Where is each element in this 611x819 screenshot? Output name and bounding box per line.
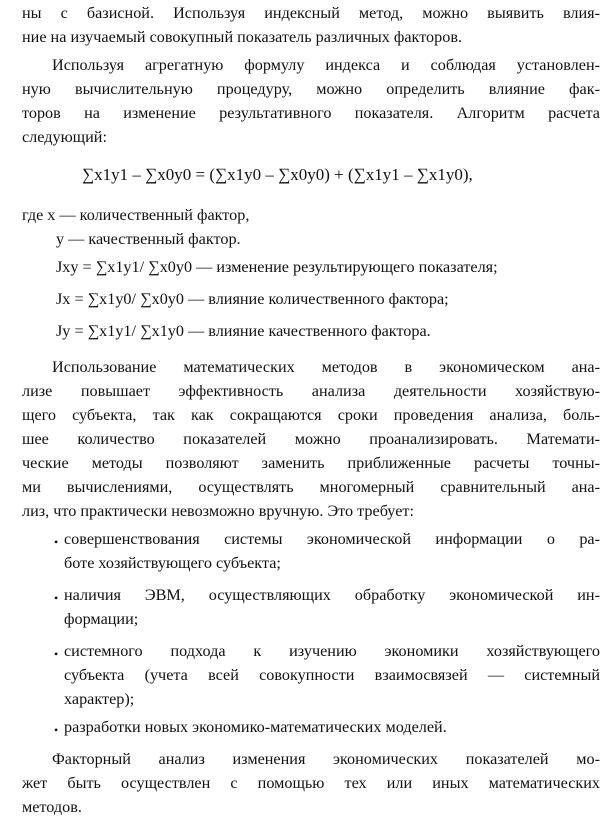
index-formula-jxy: Jxy = ∑x1y1/ ∑x0y0 — изменение результирующего показателя;: [56, 258, 498, 276]
paragraph-3-line-1: Использование математических методов в экономическом ана-: [52, 358, 600, 376]
bullet-1-line-2: боте хозяйствующего субъекта;: [64, 554, 281, 572]
bullet-3-line-3: характер);: [64, 690, 135, 708]
bullet-2-line-2: формации;: [64, 610, 139, 628]
bullet-1-line-1: совершенствования системы экономической информации о ра-: [64, 530, 600, 548]
bullet-dot: •: [54, 647, 59, 661]
bullet-3-line-1: системного подхода к изучению экономики хозяйствующего: [64, 642, 600, 660]
index-formula-jy: Jy = ∑x1y1/ ∑x1y0 — влияние качественного фактора.: [56, 322, 431, 340]
definition-y: y — качественный фактор.: [56, 230, 241, 248]
paragraph-2-line-3: торов на изменение результативного показателя. Алгоритм расчета: [22, 104, 600, 122]
paragraph-3-line-3: щего субъекта, так как сокращаются сроки проведения анализа, боль-: [22, 406, 600, 424]
paragraph-2-line-4: следующий:: [22, 128, 107, 146]
bullet-dot: •: [54, 723, 59, 737]
bullet-4-line-1: разработки новых экономико-математических моделей.: [64, 718, 447, 736]
paragraph-3-line-6: ми вычислениями, осуществлять многомерный сравнительный ана-: [22, 478, 600, 496]
paragraph-1-line-2: ние на изучаемый совокупный показатель различных факторов.: [22, 28, 463, 46]
paragraph-4-line-2: жет быть осуществлен с помощью тех или иных математических: [22, 774, 600, 792]
definition-x: где x — количественный фактор,: [22, 206, 250, 224]
bullet-3-line-2: субъекта (учета всей совокупности взаимосвязей — системный: [64, 666, 600, 684]
main-formula: ∑x1y1 – ∑x0y0 = (∑x1y0 – ∑x0y0) + (∑x1y1 – ∑x1y0),: [82, 165, 473, 184]
paragraph-3-line-7: лиз, что практически невозможно вручную. Это требует:: [22, 502, 414, 520]
paragraph-3-line-4: шее количество показателей можно проанализировать. Математи-: [22, 430, 600, 448]
bullet-dot: •: [54, 591, 59, 605]
paragraph-4-line-3: методов.: [22, 798, 82, 816]
index-formula-jx: Jx = ∑x1y0/ ∑x0y0 — влияние количественного фактора;: [56, 290, 449, 308]
bullet-dot: •: [54, 535, 59, 549]
paragraph-4-line-1: Факторный анализ изменения экономических показателей мо-: [52, 750, 600, 768]
paragraph-2-line-1: Используя агрегатную формулу индекса и соблюдая установлен-: [52, 56, 600, 74]
paragraph-2-line-2: ную вычислительную процедуру, можно определить влияние фак-: [22, 80, 600, 98]
paragraph-3-line-2: лизе повышает эффективность анализа деятельности хозяйствую-: [22, 382, 600, 400]
bullet-2-line-1: наличия ЭВМ, осуществляющих обработку экономической ин-: [64, 586, 600, 604]
paragraph-1-line-1: ны с базисной. Используя индексный метод, можно выявить влия-: [22, 4, 600, 22]
paragraph-3-line-5: ческие методы позволяют заменить приближенные расчеты точны-: [22, 454, 600, 472]
